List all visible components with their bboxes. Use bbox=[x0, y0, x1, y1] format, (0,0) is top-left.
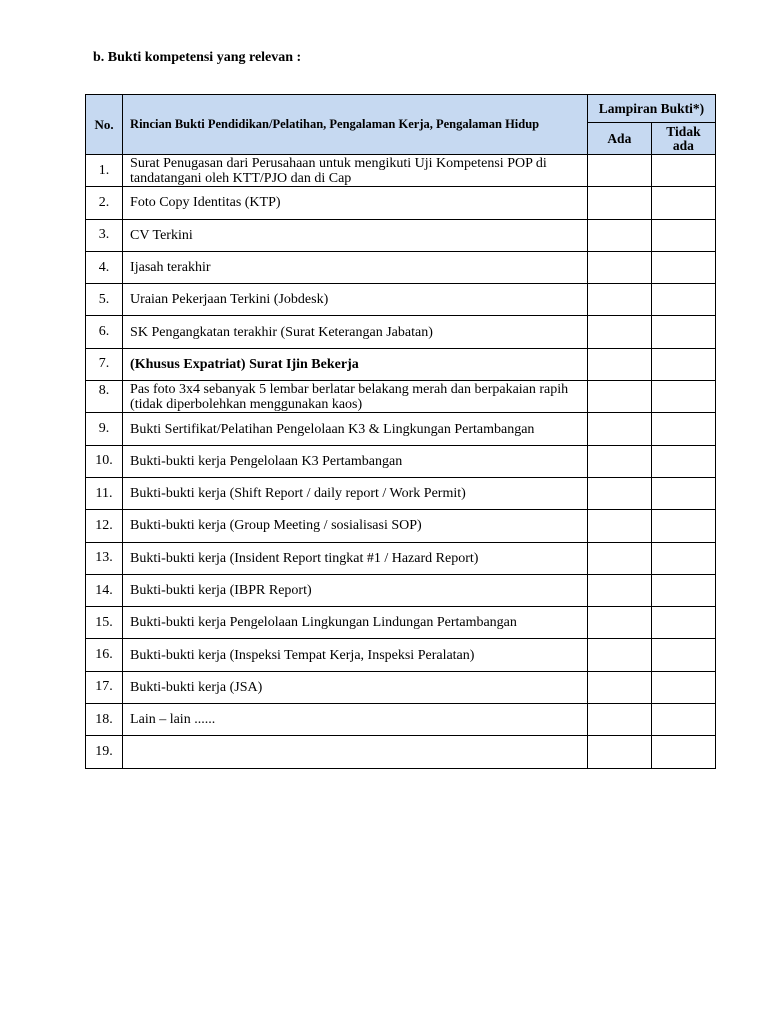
row-description: Uraian Pekerjaan Terkini (Jobdesk) bbox=[123, 284, 588, 316]
row-number: 5. bbox=[86, 284, 123, 316]
header-ada: Ada bbox=[587, 123, 651, 155]
row-number: 13. bbox=[86, 542, 123, 574]
cell-ada[interactable] bbox=[587, 381, 651, 413]
cell-tidak-ada[interactable] bbox=[651, 639, 715, 671]
row-description: Bukti-bukti kerja (JSA) bbox=[123, 671, 588, 703]
cell-tidak-ada[interactable] bbox=[651, 510, 715, 542]
row-description: CV Terkini bbox=[123, 219, 588, 251]
table-row bbox=[86, 187, 716, 219]
table-row bbox=[86, 704, 716, 736]
table-row bbox=[86, 155, 716, 187]
row-description-line2: (tidak diperbolehkan menggunakan kaos) bbox=[130, 396, 363, 412]
row-description bbox=[123, 381, 588, 413]
cell-tidak-ada[interactable] bbox=[651, 316, 715, 348]
row-description-line2: tandatangani oleh KTT/PJO dan di Cap bbox=[130, 170, 352, 186]
cell-ada[interactable] bbox=[587, 155, 651, 187]
cell-ada[interactable] bbox=[587, 316, 651, 348]
row-number: 19. bbox=[86, 736, 123, 768]
row-number: 9. bbox=[86, 413, 123, 445]
cell-ada[interactable] bbox=[587, 445, 651, 477]
cell-ada[interactable] bbox=[587, 413, 651, 445]
cell-tidak-ada[interactable] bbox=[651, 607, 715, 639]
row-description: Bukti-bukti kerja Pengelolaan K3 Pertambangan bbox=[123, 445, 588, 477]
row-description bbox=[123, 155, 588, 187]
cell-ada[interactable] bbox=[587, 284, 651, 316]
cell-tidak-ada[interactable] bbox=[651, 736, 715, 768]
table-row bbox=[86, 413, 716, 445]
row-description: Bukti-bukti kerja Pengelolaan Lingkungan Lindungan Pertambangan bbox=[123, 607, 588, 639]
table-row bbox=[86, 284, 716, 316]
cell-tidak-ada[interactable] bbox=[651, 542, 715, 574]
table-row bbox=[86, 445, 716, 477]
cell-tidak-ada[interactable] bbox=[651, 219, 715, 251]
table-row bbox=[86, 381, 716, 413]
row-number: 2. bbox=[86, 187, 123, 219]
table-row bbox=[86, 671, 716, 703]
cell-ada[interactable] bbox=[587, 542, 651, 574]
header-tidak-ada-line1: Tidak bbox=[666, 123, 701, 139]
cell-ada[interactable] bbox=[587, 510, 651, 542]
row-description: Bukti-bukti kerja (Inspeksi Tempat Kerja, Inspeksi Peralatan) bbox=[123, 639, 588, 671]
table-row bbox=[86, 477, 716, 509]
cell-tidak-ada[interactable] bbox=[651, 477, 715, 509]
table-row bbox=[86, 316, 716, 348]
row-description-line1: Pas foto 3x4 sebanyak 5 lembar berlatar belakang merah dan berpakaian rapih bbox=[130, 381, 569, 397]
cell-tidak-ada[interactable] bbox=[651, 284, 715, 316]
cell-tidak-ada[interactable] bbox=[651, 445, 715, 477]
table-row bbox=[86, 510, 716, 542]
table-row bbox=[86, 251, 716, 283]
header-lampiran: Lampiran Bukti*) bbox=[587, 95, 715, 123]
header-tidak-ada bbox=[651, 123, 715, 155]
cell-ada[interactable] bbox=[587, 639, 651, 671]
row-description: Bukti-bukti kerja (IBPR Report) bbox=[123, 574, 588, 606]
header-no: No. bbox=[86, 95, 123, 155]
cell-tidak-ada[interactable] bbox=[651, 671, 715, 703]
cell-tidak-ada[interactable] bbox=[651, 574, 715, 606]
row-description: Bukti-bukti kerja (Group Meeting / sosialisasi SOP) bbox=[123, 510, 588, 542]
header-rincian: Rincian Bukti Pendidikan/Pelatihan, Pengalaman Kerja, Pengalaman Hidup bbox=[123, 95, 588, 155]
cell-ada[interactable] bbox=[587, 251, 651, 283]
row-number: 3. bbox=[86, 219, 123, 251]
row-number: 7. bbox=[86, 348, 123, 380]
row-description: Foto Copy Identitas (KTP) bbox=[123, 187, 588, 219]
row-number: 1. bbox=[86, 155, 123, 187]
table-row bbox=[86, 219, 716, 251]
table-row bbox=[86, 607, 716, 639]
cell-ada[interactable] bbox=[587, 348, 651, 380]
cell-tidak-ada[interactable] bbox=[651, 155, 715, 187]
row-number: 11. bbox=[86, 477, 123, 509]
row-description: Bukti-bukti kerja (Shift Report / daily report / Work Permit) bbox=[123, 477, 588, 509]
row-description: Bukti Sertifikat/Pelatihan Pengelolaan K3 & Lingkungan Pertambangan bbox=[123, 413, 588, 445]
table-row bbox=[86, 348, 716, 380]
table-row bbox=[86, 574, 716, 606]
cell-ada[interactable] bbox=[587, 574, 651, 606]
cell-ada[interactable] bbox=[587, 187, 651, 219]
section-heading: b. Bukti kompetensi yang relevan : bbox=[93, 50, 302, 65]
row-description: Bukti-bukti kerja (Insident Report tingkat #1 / Hazard Report) bbox=[123, 542, 588, 574]
table-row bbox=[86, 639, 716, 671]
evidence-table bbox=[85, 94, 716, 769]
cell-tidak-ada[interactable] bbox=[651, 187, 715, 219]
row-number: 12. bbox=[86, 510, 123, 542]
cell-tidak-ada[interactable] bbox=[651, 381, 715, 413]
cell-ada[interactable] bbox=[587, 607, 651, 639]
row-description: SK Pengangkatan terakhir (Surat Keterangan Jabatan) bbox=[123, 316, 588, 348]
cell-tidak-ada[interactable] bbox=[651, 704, 715, 736]
row-number: 4. bbox=[86, 251, 123, 283]
table-row bbox=[86, 736, 716, 768]
row-description-line1: Surat Penugasan dari Perusahaan untuk mengikuti Uji Kompetensi POP di bbox=[130, 155, 547, 171]
row-number: 8. bbox=[86, 381, 123, 413]
row-number: 14. bbox=[86, 574, 123, 606]
cell-tidak-ada[interactable] bbox=[651, 251, 715, 283]
row-number: 16. bbox=[86, 639, 123, 671]
header-tidak-ada-line2: ada bbox=[672, 137, 694, 153]
cell-ada[interactable] bbox=[587, 736, 651, 768]
row-number: 15. bbox=[86, 607, 123, 639]
cell-tidak-ada[interactable] bbox=[651, 348, 715, 380]
table-row bbox=[86, 542, 716, 574]
cell-ada[interactable] bbox=[587, 477, 651, 509]
cell-ada[interactable] bbox=[587, 219, 651, 251]
row-number: 6. bbox=[86, 316, 123, 348]
row-description: Ijasah terakhir bbox=[123, 251, 588, 283]
row-number: 18. bbox=[86, 704, 123, 736]
cell-ada[interactable] bbox=[587, 671, 651, 703]
cell-tidak-ada[interactable] bbox=[651, 413, 715, 445]
row-description: (Khusus Expatriat) Surat Ijin Bekerja bbox=[123, 348, 588, 380]
row-number: 10. bbox=[86, 445, 123, 477]
row-number: 17. bbox=[86, 671, 123, 703]
row-description: Lain – lain ...... bbox=[123, 704, 588, 736]
row-description[interactable] bbox=[123, 736, 588, 768]
cell-ada[interactable] bbox=[587, 704, 651, 736]
